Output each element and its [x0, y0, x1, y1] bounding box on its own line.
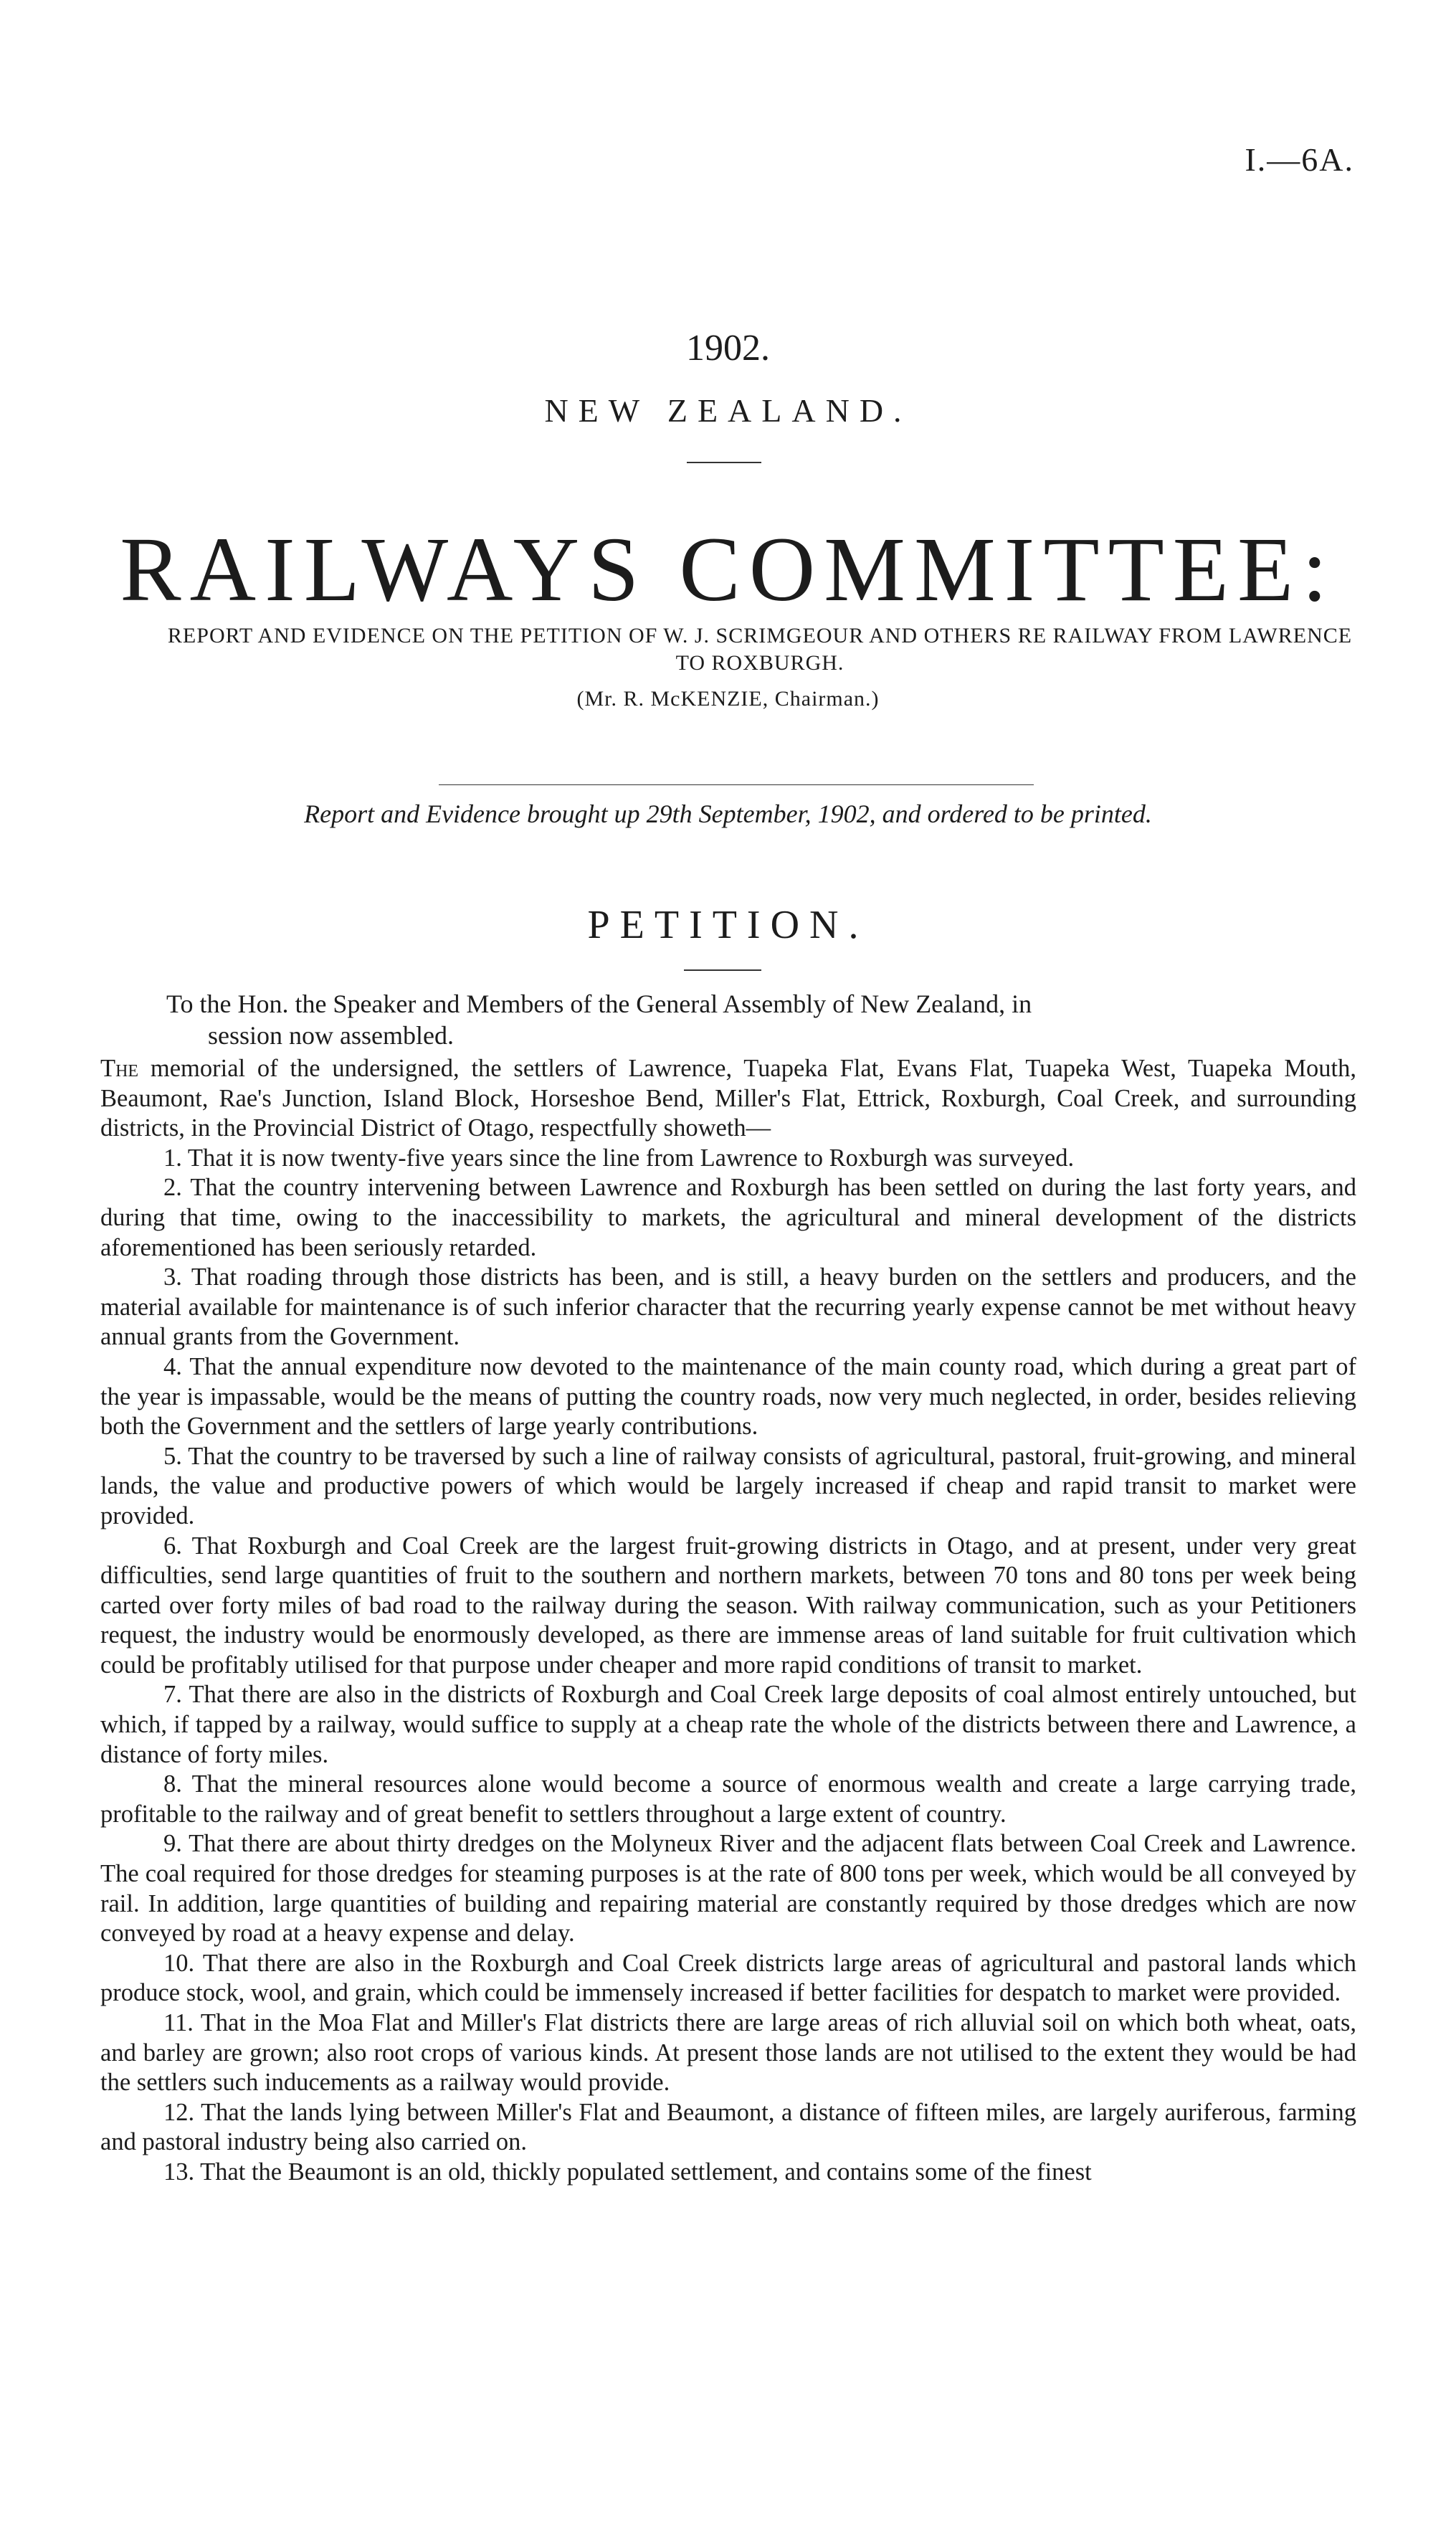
intro-lead: The	[100, 1055, 139, 1082]
petition-paragraph: 7. That there are also in the districts of Roxburgh and Coal Creek large deposits of coal almost entirely untouched, but which, if tapped by a railway, would suffice to supply at a cheap rate the whole of the districts between there and Lawrence, a distance of forty miles.	[100, 1681, 1356, 1768]
petition-body	[100, 1054, 1356, 2188]
petition-paragraph: 12. That the lands lying between Miller's Flat and Beaumont, a distance of fifteen miles, are largely auriferous, farming and pastoral industry being also carried on.	[100, 2098, 1356, 2156]
divider-rule	[439, 784, 1034, 785]
country-heading: NEW ZEALAND.	[544, 392, 912, 429]
petition-paragraph: 2. That the country intervening between Lawrence and Roxburgh has been settled on during the last forty years, and during that time, owing to the inaccessibility to markets, the agricultural and mineral development of the districts aforementioned has been seriously retarded.	[100, 1174, 1356, 1261]
address-line: session now assembled.	[208, 1021, 454, 1050]
petition-paragraph: 13. That the Beaumont is an old, thickly populated settlement, and contains some of the finest	[163, 2158, 1092, 2186]
divider-rule	[684, 969, 761, 971]
document-subtitle: REPORT AND EVIDENCE ON THE PETITION OF W. J. SCRIMGEOUR AND OTHERS RE RAILWAY FROM LAWRENCE TO ROXBURGH.	[167, 624, 1353, 675]
petition-paragraph: 11. That in the Moa Flat and Miller's Flat districts there are large areas of rich alluvial soil on which both wheat, oats, and barley are grown; also root crops of various kinds. At present those lands are not utilised to the extent they would be had the settlers such inducements as a railway would provide.	[100, 2009, 1356, 2097]
petition-heading: PETITION.	[587, 903, 869, 947]
petition-paragraph: 3. That roading through those districts has been, and is still, a heavy burden on the settlers and producers, and the material available for maintenance is of such inferior character that the recurring yearly expense cannot be met without heavy annual grants from the Government.	[100, 1263, 1356, 1351]
chairman-note: (Mr. R. McKENZIE, Chairman.)	[576, 687, 880, 711]
petition-address	[166, 988, 1356, 1051]
petition-paragraph: 5. That the country to be traversed by such a line of railway consists of agricultural, pastoral, fruit-growing, and mineral lands, the value and productive powers of which would be largely increased if cheap and rapid transit to market were provided.	[100, 1442, 1356, 1529]
petition-paragraph: 10. That there are also in the Roxburgh and Coal Creek districts large areas of agricultural and pastoral lands which produce stock, wool, and grain, which could be immensely increased if better facilities for despatch to market were provided.	[100, 1949, 1356, 2007]
petition-intro	[100, 1054, 1356, 1144]
document-title: RAILWAYS COMMITTEE:	[120, 518, 1336, 620]
ordered-printed-note: Report and Evidence brought up 29th September, 1902, and ordered to be printed.	[304, 800, 1152, 828]
divider-rule	[687, 462, 761, 463]
year: 1902.	[686, 328, 770, 369]
petition-paragraph: 8. That the mineral resources alone would become a source of enormous wealth and create a large carrying trade, profitable to the railway and of great benefit to settlers throughout a large extent of country.	[100, 1770, 1356, 1828]
address-line: To the Hon. the Speaker and Members of the General Assembly of New Zealand, in	[166, 990, 1032, 1018]
petition-paragraph: 6. That Roxburgh and Coal Creek are the largest fruit-growing districts in Otago, and at present, under very great difficulties, send large quantities of fruit to the southern and northern markets, between 70 tons and 80 tons per week being carted over forty miles of bad road to the railway during the season. With railway communication, such as your Petitioners request, the industry would be enormously developed, as there are immense areas of land suitable for fruit cultivation which could be profitably utilised for that purpose under cheaper and more rapid conditions of transit to market.	[100, 1532, 1356, 1679]
petition-paragraph: 4. That the annual expenditure now devoted to the maintenance of the main county road, which during a great part of the year is impassable, would be the means of putting the country roads, now very much neglected, in order, besides relieving both the Government and the settlers of large yearly contributions.	[100, 1352, 1356, 1441]
page-reference: I.—6A.	[1245, 141, 1354, 178]
intro-text: memorial of the undersigned, the settlers of Lawrence, Tuapeka Flat, Evans Flat, Tuapeka West, Tuapeka Mouth, Beaumont, Rae's Junction, Island Block, Horseshoe Bend, Miller's Flat, Ettrick, Roxburgh, Coal Creek, and surrounding districts, in the Provincial District of Otago, respectfully showeth—	[100, 1055, 1356, 1142]
petition-paragraph: 1. That it is now twenty-five years since the line from Lawrence to Roxburgh was surveyed.	[163, 1144, 1075, 1172]
petition-paragraph: 9. That there are about thirty dredges on the Molyneux River and the adjacent flats between Coal Creek and Lawrence. The coal required for those dredges for steaming purposes is at the rate of 800 tons per week, which would be all conveyed by rail. In addition, large quantities of building and repairing material are constantly required by those dredges which are now conveyed by road at a heavy expense and delay.	[100, 1830, 1356, 1947]
